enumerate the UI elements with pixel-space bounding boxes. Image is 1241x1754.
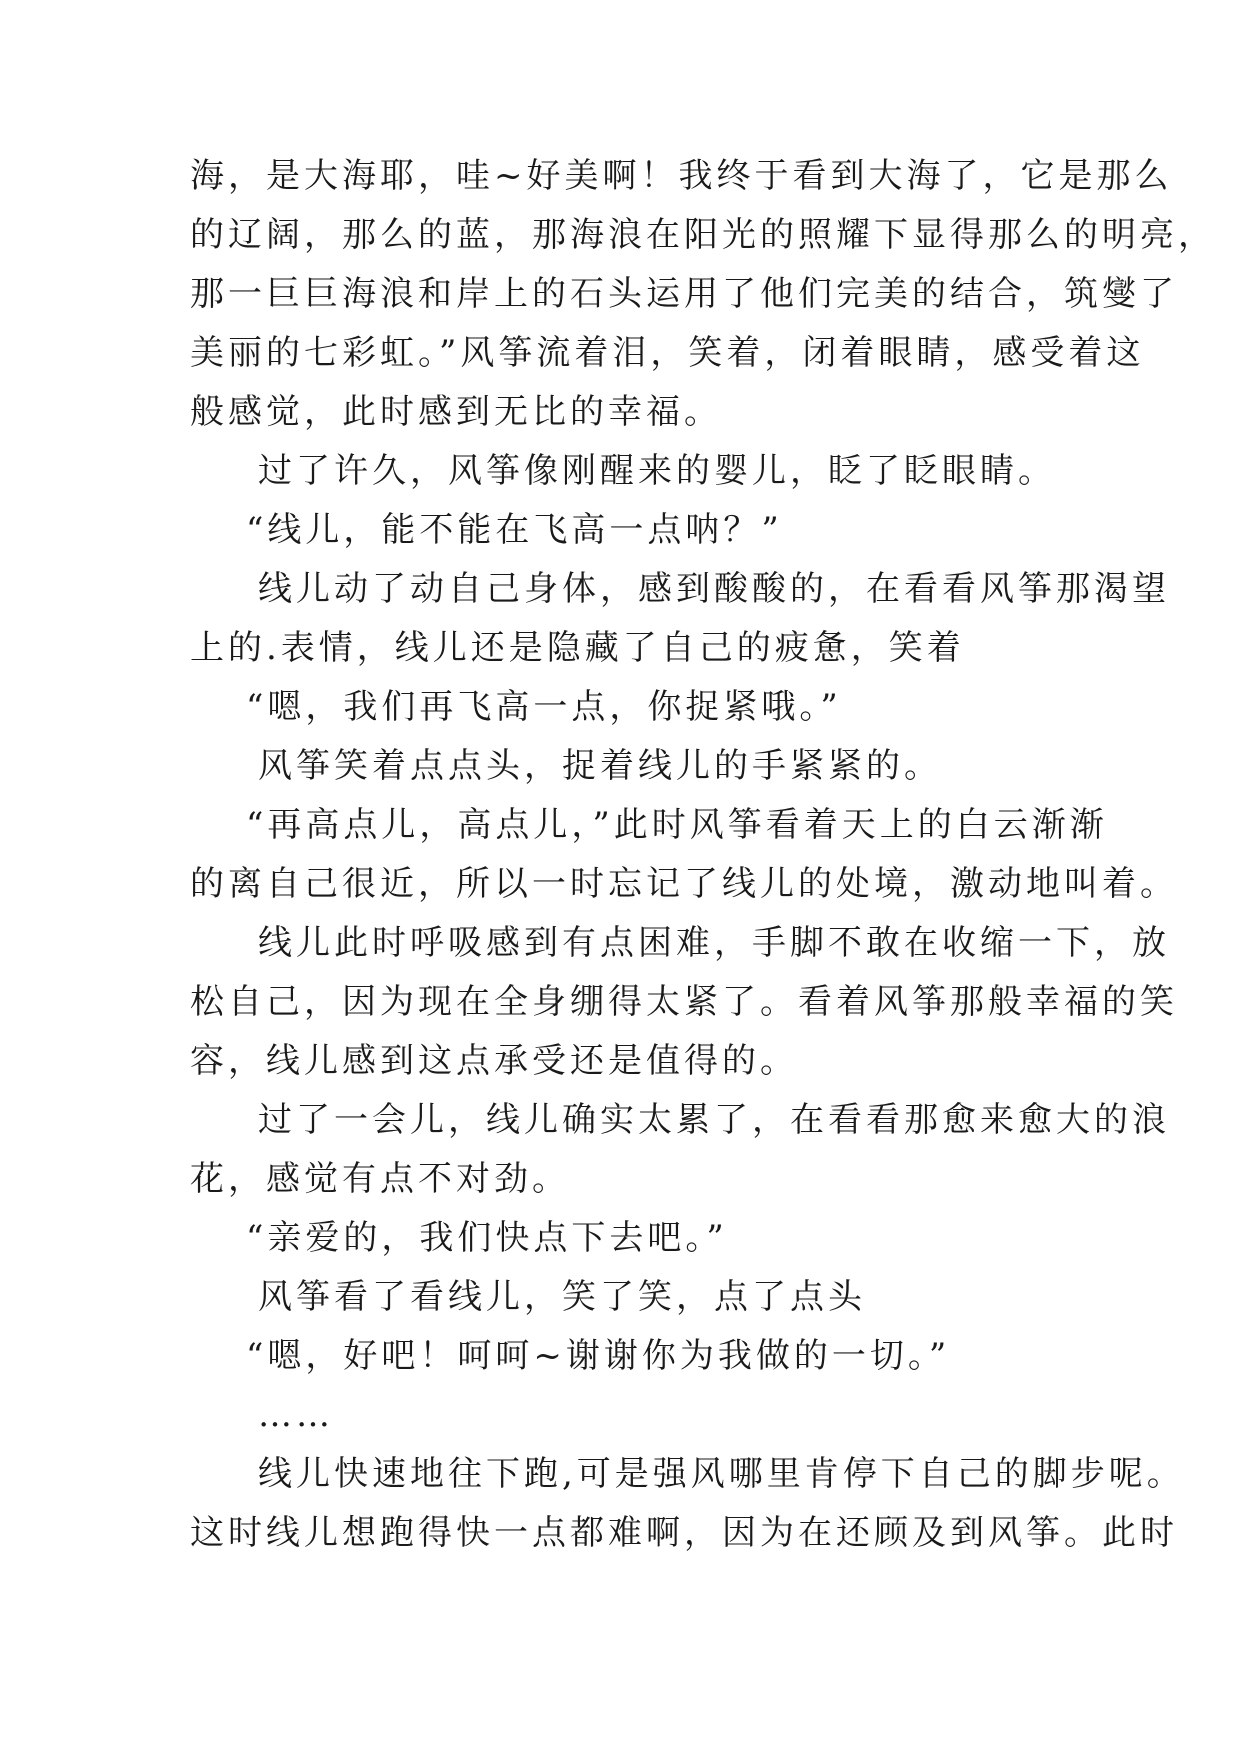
paragraph-line: 美丽的七彩虹。”风筝流着泪，笑着，闭着眼睛，感受着这 xyxy=(190,333,1145,373)
paragraph-line: 海，是大海耶，哇~好美啊！我终于看到大海了，它是那么 xyxy=(190,156,1173,196)
paragraph-line: 这时线儿想跑得快一点都难啊，因为在还顾及到风筝。此时 xyxy=(190,1513,1178,1553)
dialogue-line: “嗯，我们再飞高一点，你捉紧哦。” xyxy=(246,687,842,727)
paragraph-line: 花，感觉有点不对劲。 xyxy=(190,1159,570,1199)
paragraph-line: 松自己，因为现在全身绷得太紧了。看着风筝那般幸福的笑 xyxy=(190,982,1178,1022)
paragraph-line: 线儿此时呼吸感到有点困难，手脚不敢在收缩一下，放 xyxy=(258,923,1170,963)
dialogue-line: “亲爱的，我们快点下去吧。” xyxy=(246,1218,728,1258)
dialogue-line: “再高点儿，高点儿，”此时风筝看着天上的白云渐渐 xyxy=(246,805,1108,845)
paragraph-line: 容，线儿感到这点承受还是值得的。 xyxy=(190,1041,798,1081)
paragraph-line: 风筝笑着点点头，捉着线儿的手紧紧的。 xyxy=(258,746,942,786)
dialogue-line: “嗯，好吧！呵呵~谢谢你为我做的一切。” xyxy=(246,1336,951,1376)
paragraph-line: 那一巨巨海浪和岸上的石头运用了他们完美的结合，筑燮了 xyxy=(190,274,1178,314)
paragraph-line: 上的.表情，线儿还是隐藏了自己的疲惫，笑着 xyxy=(190,628,965,668)
paragraph-line: 过了一会儿，线儿确实太累了，在看看那愈来愈大的浪 xyxy=(258,1100,1170,1140)
paragraph-line: 过了许久，风筝像刚醒来的婴儿，眨了眨眼睛。 xyxy=(258,451,1056,491)
paragraph-line: 的离自己很近，所以一时忘记了线儿的处境，激动地叫着。 xyxy=(190,864,1178,904)
paragraph-line: 线儿快速地往下跑,可是强风哪里肯停下自己的脚步呢。 xyxy=(258,1454,1185,1494)
paragraph-line: 般感觉，此时感到无比的幸福。 xyxy=(190,392,722,432)
paragraph-line: 线儿动了动自己身体，感到酸酸的，在看看风筝那渴望 xyxy=(258,569,1170,609)
dialogue-line: “线儿，能不能在飞高一点呐？” xyxy=(246,510,783,550)
paragraph-line: 风筝看了看线儿，笑了笑，点了点头 xyxy=(258,1277,866,1317)
paragraph-line: 的辽阔，那么的蓝，那海浪在阳光的照耀下显得那么的明亮， xyxy=(190,215,1216,255)
ellipsis-line: …… xyxy=(258,1395,334,1435)
